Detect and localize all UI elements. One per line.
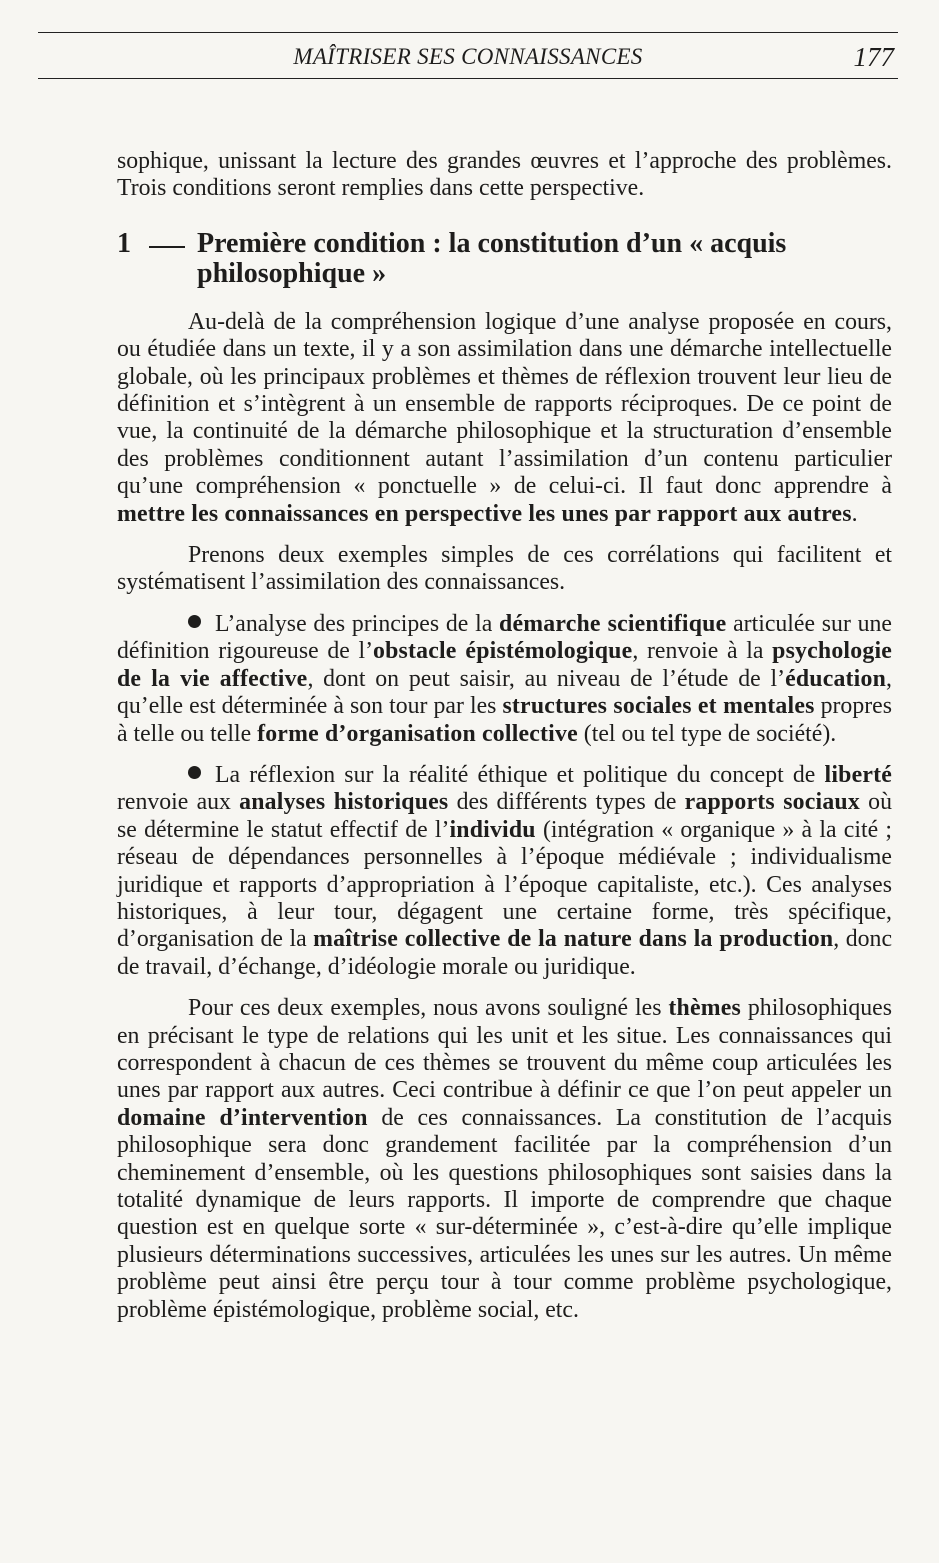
key-term: rapports sociaux	[684, 789, 860, 816]
paragraph-examples: Prenons deux exemples simples de ces corrélations qui facilitent et systématisent l’assimilation des connaissances.	[117, 542, 892, 596]
header-top-rule	[38, 32, 898, 33]
section-heading	[117, 229, 892, 289]
paragraph-text: de ces connaissances. La constitution de l’acquis philosophique sera donc grandement facilitée par la compréhension d’un cheminement d’ensemble, où les questions philosophiques sont saisies dans la totalité dynamique de leurs rapports. Il importe de comprendre que chaque question est en quelque sorte « sur-déterminée », c’est-à-dire qu’elle implique plusieurs déterminations successives, articulées les unes sur les autres. Un même problème peut ainsi être perçu tour à tour comme problème psychologique, problème épistémologique, problème social, etc.	[117, 1104, 893, 1323]
key-term: thèmes	[668, 995, 741, 1022]
paragraph-text: (intégration « organique » à la cité ; réseau de dépendances personnelles à l’époque médiévale ; individualisme juridique et rapports d’appropriation à l’époque capitaliste, etc.). Ces analyses historiques, à leur tour, dégagent une certaine forme, très spécifique, d’organisation de la	[117, 816, 893, 953]
key-term: démarche scientifique	[499, 610, 727, 637]
section-dash	[149, 229, 185, 248]
paragraph-text: L’analyse des principes de la	[215, 610, 500, 637]
key-term: maîtrise collective de la nature dans la production	[313, 926, 834, 953]
bullet-item-2	[117, 762, 892, 981]
key-term: forme d’organisation collective	[257, 720, 578, 747]
key-term: individu	[449, 816, 536, 843]
bullet-item-1	[117, 611, 892, 748]
running-title: MAÎTRISER SES CONNAISSANCES	[293, 44, 643, 69]
paragraph-conclusion	[117, 995, 892, 1324]
bullet-icon	[188, 766, 201, 779]
paragraph-text: renvoie aux	[117, 789, 240, 816]
bullet-icon	[188, 615, 201, 628]
key-term: obstacle épistémologique	[373, 638, 633, 665]
header-bottom-rule	[38, 78, 898, 79]
key-term: analyses historiques	[239, 789, 449, 816]
paragraph-text: Pour ces deux exemples, nous avons souligné les	[188, 995, 669, 1022]
paragraph-text: La réflexion sur la réalité éthique et politique du concept de	[215, 761, 825, 788]
key-term: domaine d’intervention	[117, 1104, 368, 1131]
key-term: éducation	[785, 665, 887, 692]
paragraph-text: , dont on peut saisir, au niveau de l’étude de l’	[307, 665, 786, 692]
paragraph-text: articulée sur une définition rigoureuse de l’	[117, 610, 892, 665]
paragraph-text: propres à telle ou telle	[117, 693, 892, 747]
intro-paragraph: sophique, unissant la lecture des grandes œuvres et l’approche des problèmes. Trois conditions seront remplies dans cette perspective.	[117, 148, 892, 202]
paragraph-acquis	[117, 309, 892, 528]
paragraph-text: où se détermine le statut effectif de l’	[117, 789, 892, 843]
paragraph-text: , renvoie à la	[632, 638, 773, 665]
key-term: psychologie de la vie affective	[117, 638, 893, 692]
paragraph-text: philosophiques en précisant le type de relations qui les unit et les situe. Les connaissances qui correspondent à chacun de ces thèmes se trouvent du même coup articulées les unes par rapport aux autres. Ceci contribue à définir ce que l’on peut appeler un	[117, 995, 893, 1104]
paragraph-text: des différents types de	[448, 789, 685, 816]
key-term: mettre les connaissances en perspective les unes par rapport aux autres	[117, 500, 852, 527]
paragraph-text: (tel ou tel type de société).	[577, 720, 837, 747]
paragraph-text: , donc de travail, d’échange, d’idéologie morale ou juridique.	[117, 926, 892, 980]
key-term: structures sociales et mentales	[502, 693, 815, 720]
key-term: liberté	[824, 761, 892, 788]
running-head	[38, 40, 898, 76]
paragraph-text: Au-delà de la compréhension logique d’une analyse proposée en cours, ou étudiée dans un texte, il y a son assimilation dans une démarche intellectuelle globale, où les principaux problèmes et thèmes de réflexion trouvent leur lieu de définition et s’intègrent à un ensemble de rapports réciproques. De ce point de vue, la continuité de la démarche philosophique et la structuration d’ensemble des problèmes conditionnent autant l’assimilation d’un contenu particulier qu’une compréhension « ponctuelle » de celui-ci. Il faut donc apprendre à	[117, 308, 892, 500]
section-number: 1	[117, 227, 131, 259]
page-body	[117, 148, 892, 1324]
page-number: 177	[853, 42, 894, 72]
paragraph-text: .	[851, 500, 858, 527]
section-title: Première condition : la constitution d’un « acquis philosophique »	[197, 227, 787, 289]
paragraph-text: , qu’elle est déterminée à son tour par les	[117, 665, 892, 720]
